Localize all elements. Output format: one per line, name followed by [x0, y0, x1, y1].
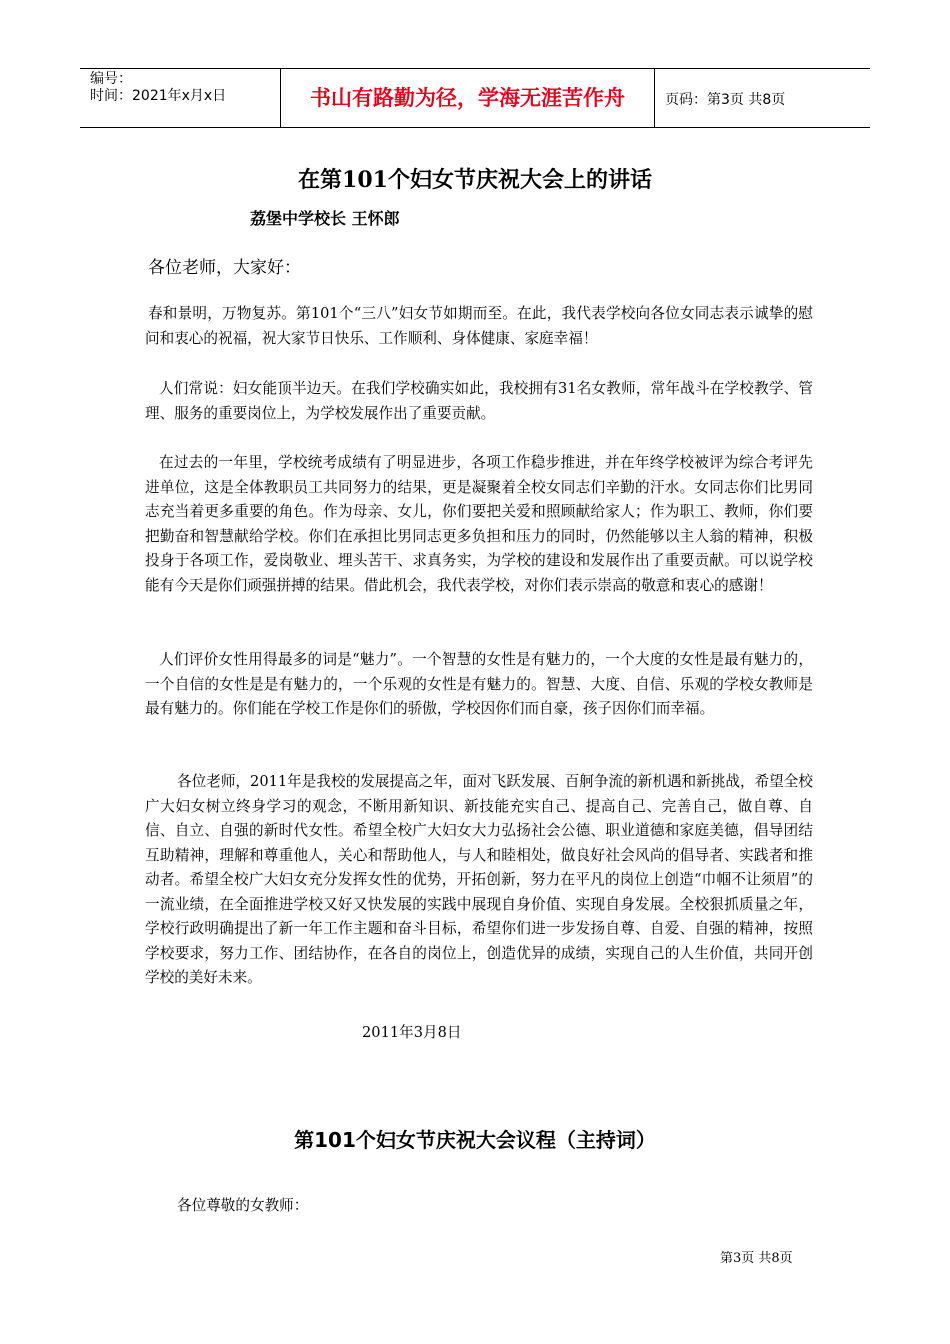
speech-date: 2011年3月8日: [362, 1024, 462, 1041]
document-number-label: 编号：: [90, 71, 132, 87]
paragraph-2: 人们常说：妇女能顶半边天。在我们学校确实如此，我校拥有31名女教师，常年战斗在学校教学、管理、服务的重要岗位上，为学校发展作出了重要贡献。: [145, 380, 813, 422]
paragraph-3: 在过去的一年里，学校统考成绩有了明显进步，各项工作稳步推进，并在年终学校被评为综合考评先进单位，这是全体教职员工共同努力的结果，更是凝聚着全校女同志们辛勤的汗水。女同志你们比男同志充当着更多重要的角色。作为母亲、女儿，你们要把关爱和照顾献给家人；作为职工、教师，你们要把勤奋和智慧献给学校。你们在承担比男同志更多负担和压力的同时，仍然能够以主人翁的精神，积极投身于各项工作，爱岗敬业、埋头苦干、求真务实，为学校的建设和发展作出了重要贡献。可以说学校能有今天是你们顽强拼搏的结果。借此机会，我代表学校，对你们表示崇高的敬意和衷心的感谢！: [145, 454, 813, 594]
speech-author: 荔堡中学校长 王怀郎: [250, 209, 400, 228]
speech-title: 在第101个妇女节庆祝大会上的讲话: [298, 167, 652, 193]
header-page-cell: [655, 69, 870, 127]
agenda-greeting: 各位尊敬的女教师：: [177, 1197, 309, 1214]
header-page-number: 页码：第3页 共8页: [665, 92, 786, 108]
page-header: [80, 68, 870, 128]
footer-page-number: 第3页 共8页: [720, 1251, 793, 1266]
paragraph-4: 人们评价女性用得最多的词是“魅力”。一个智慧的女性是有魅力的，一个大度的女性是最有魅力的，一个自信的女性是是有魅力的，一个乐观的女性是有魅力的。智慧、大度、自信、乐观的学校女教师是最有魅力的。你们能在学校工作是你们的骄傲，学校因你们而自豪，孩子因你们而幸福。: [145, 651, 813, 717]
document-time: 时间：2021年x月x日: [90, 88, 227, 104]
paragraph-5: 各位老师，2011年是我校的发展提高之年，面对飞跃发展、百舸争流的新机遇和新挑战，希望全校广大妇女树立终身学习的观念，不断用新知识、新技能充实自己、提高自己、完善自己，做自尊、自信、自立、自强的新时代女性。希望全校广大妇女大力弘扬社会公德、职业道德和家庭美德，倡导团结互助精神，理解和尊重他人，关心和帮助他人，与人和睦相处，做良好社会风尚的倡导者、实践者和推动者。希望全校广大妇女充分发挥女性的优势，开拓创新，努力在平凡的岗位上创造“巾帼不让须眉”的一流业绩，在全面推进学校又好又快发展的实践中展现自身价值、实现自身发展。全校狠抓质量之年，学校行政明确提出了新一年工作主题和奋斗目标，希望你们进一步发扬自尊、自爱、自强的精神，按照学校要求，努力工作、团结协作，在各自的岗位上，创造优异的成绩，实现自己的人生价值，共同开创学校的美好未来。: [145, 773, 813, 986]
header-motto-cell: [281, 69, 655, 127]
header-meta-cell: [80, 69, 281, 127]
speech-greeting: 各位老师，大家好：: [148, 258, 301, 278]
paragraph-1: 春和景明，万物复苏。第101个“三八”妇女节如期而至。在此，我代表学校向各位女同志表示诚挚的慰问和衷心的祝福，祝大家节日快乐、工作顺利、身体健康、家庭幸福！: [145, 305, 813, 347]
agenda-title: 第101个妇女节庆祝大会议程（主持词）: [294, 1128, 656, 1152]
header-motto: 书山有路勤为径，学海无涯苦作舟: [310, 86, 625, 110]
